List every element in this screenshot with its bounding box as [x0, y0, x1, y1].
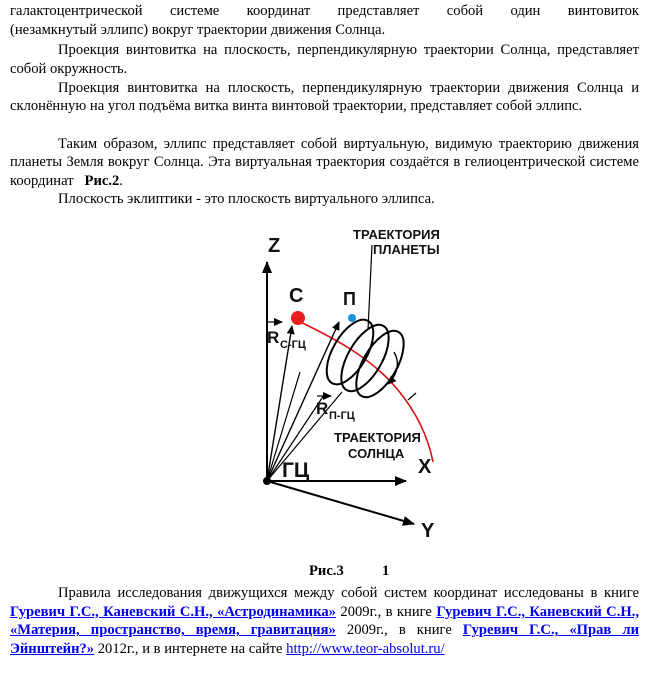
- book-link-astrodynamics[interactable]: Гуревич Г.С., Каневский С.Н., «Астродинамика»: [10, 603, 336, 620]
- origin-label: ГЦ: [282, 459, 310, 482]
- sun-trajectory-label-1: ТРАЕКТОРИЯ: [334, 430, 421, 445]
- paragraph-4-text: Таким образом, эллипс представляет собой виртуальную, видимую траекторию движения планеты Земля вокруг Солнца. Эта виртуальная траектория создаётся в гелиоцентрической системе координат: [10, 135, 639, 189]
- paragraph-1-line-1: галактоцентрической системе координат представляет собой один винтовиток: [10, 3, 639, 19]
- figure-2-reference: Рис.2: [84, 172, 120, 189]
- r-sun-label: [267, 322, 306, 351]
- paragraph-1-line-2: (незамкнутый эллипс) вокруг траектории движения Солнца.: [10, 21, 386, 38]
- sun-label: С: [289, 285, 304, 307]
- sun-trajectory-label-2: СОЛНЦА: [348, 446, 405, 461]
- r-sun-subscript: С-ГЦ: [280, 339, 306, 351]
- planet-trajectory-label-1: ТРАЕКТОРИЯ: [353, 227, 440, 242]
- r-sun-symbol: R: [267, 328, 280, 347]
- sun-body: [291, 311, 305, 325]
- paragraph-2: Проекция винтовитка на плоскость, перпендикулярную траектории Солнца, представляет собой окружность.: [10, 42, 639, 77]
- closing-year-3: 2012г., и в интернете на сайте: [94, 640, 287, 657]
- y-axis: [267, 481, 414, 524]
- trajectory-tick: [408, 393, 416, 400]
- planet-label: П: [343, 289, 356, 309]
- figure-caption: Рис.3: [309, 563, 344, 579]
- website-link[interactable]: http://www.teor-absolut.ru/: [286, 640, 445, 657]
- axis-x-label: X: [418, 456, 432, 478]
- planet-trajectory-label-2: ПЛАНЕТЫ: [373, 242, 440, 257]
- closing-paragraph: [10, 584, 639, 658]
- paragraph-4-end: .: [119, 172, 123, 189]
- r-planet-subscript: П-ГЦ: [329, 410, 355, 422]
- axis-y-label: Y: [421, 520, 435, 542]
- book-link-einstein[interactable]: Гуревич Г.С., «Прав ли Эйнштейн?»: [10, 622, 640, 657]
- closing-intro: Правила исследования движущихся между собой систем координат исследованы в книге: [58, 585, 639, 601]
- axis-z-label: Z: [268, 235, 281, 257]
- figure-caption-number: 1: [382, 563, 390, 579]
- planet-body: [348, 314, 356, 322]
- r-planet-symbol: R: [316, 399, 329, 418]
- planet-trajectory-leader: [368, 245, 372, 330]
- closing-year-2: 2009г., в книге: [335, 622, 463, 639]
- paragraph-3: Проекция винтовитка на плоскость, перпендикулярную траектории движения Солнца и склонённую на угол подъёма витка винта винтовой траектории, представляет собой эллипс.: [10, 79, 639, 115]
- book-link-matter-space-time[interactable]: Гуревич Г.С., Каневский С.Н., «Материя, пространство, время, гравитация»: [10, 603, 639, 639]
- paragraph-5: Плоскость эклиптики - это плоскость виртуального эллипса.: [58, 191, 435, 207]
- closing-year-1: 2009г., в книге: [335, 603, 437, 620]
